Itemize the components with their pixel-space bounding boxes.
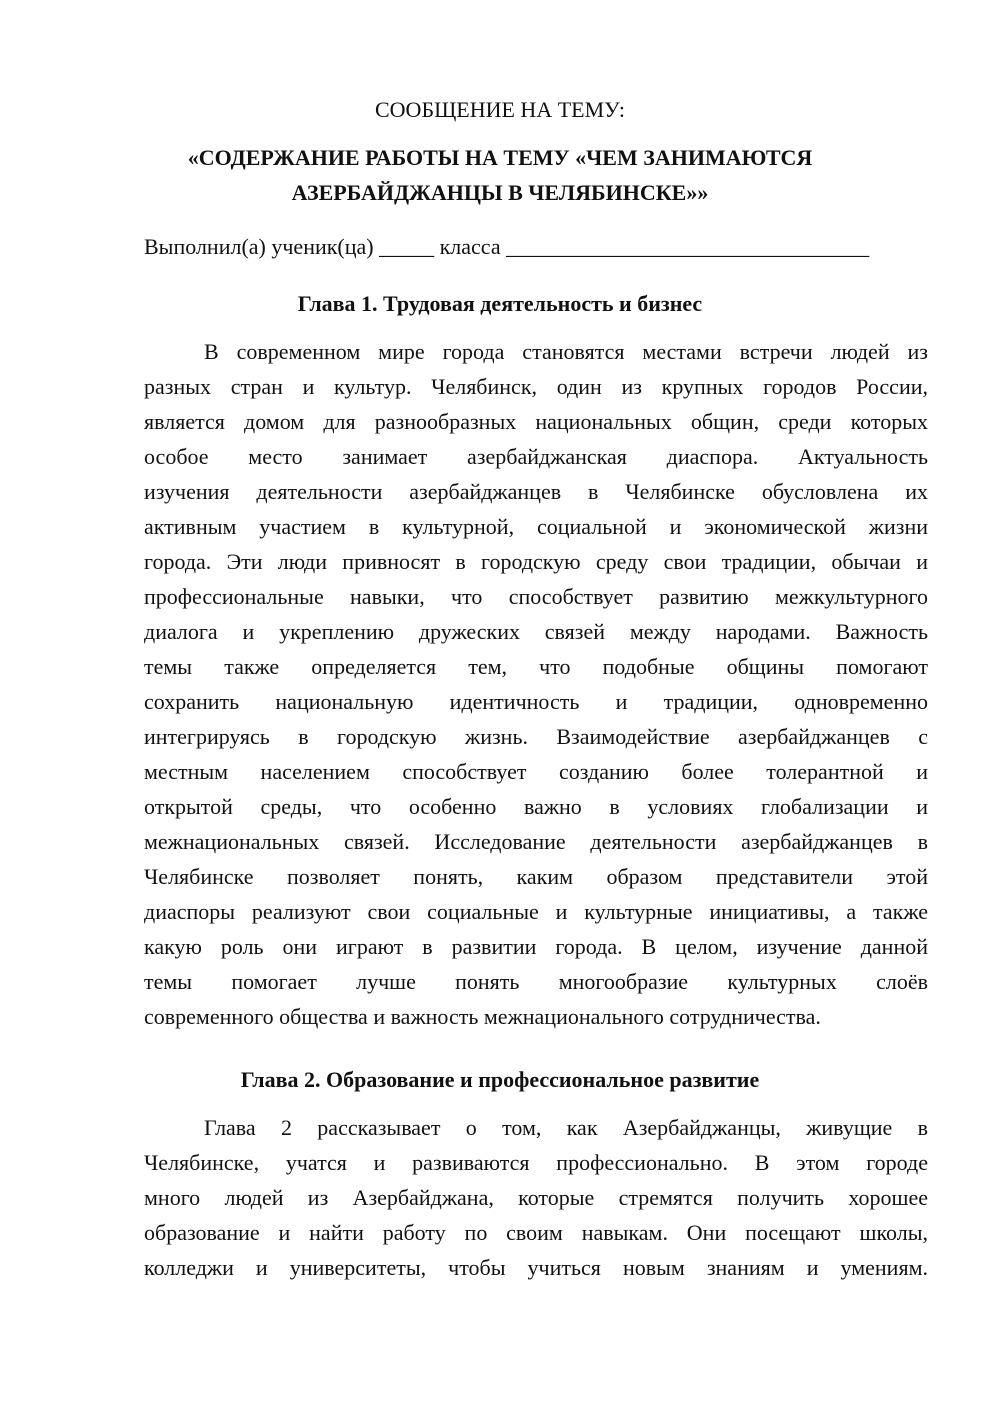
chapter-1-line: профессиональные навыки, что способствует развитию межкультурного [144, 584, 928, 609]
title-line: АЗЕРБАЙДЖАНЦЫ В ЧЕЛЯБИНСКЕ»» [291, 180, 709, 205]
chapter-1-line: межнациональных связей. Исследование деятельности азербайджанцев в [144, 829, 928, 854]
chapter-2-line: Глава 2 рассказывает о том, как Азербайджанцы, живущие в [204, 1115, 928, 1140]
header-label: СООБЩЕНИЕ НА ТЕМУ: [375, 97, 625, 122]
chapter-1-line: Челябинске позволяет понять, каким образом представители этой [144, 864, 928, 889]
chapter-1-line: местным населением способствует созданию более толерантной и [144, 759, 928, 784]
title-line: «СОДЕРЖАНИЕ РАБОТЫ НА ТЕМУ «ЧЕМ ЗАНИМАЮТСЯ [187, 145, 813, 170]
chapter-1-line: сохранить национальную идентичность и традиции, одновременно [144, 689, 928, 714]
chapter-1-line: темы также определяется тем, что подобные общины помогают [144, 654, 928, 679]
chapter-2-line: Челябинске, учатся и развиваются профессионально. В этом городе [144, 1150, 928, 1175]
chapter-1-line: интегрируясь в городскую жизнь. Взаимодействие азербайджанцев с [144, 724, 928, 749]
chapter-1-line: открытой среды, что особенно важно в условиях глобализации и [144, 794, 928, 819]
chapter-1-line: темы помогает лучше понять многообразие культурных слоёв [144, 969, 928, 994]
chapter-2-line: много людей из Азербайджана, которые стремятся получить хорошее [144, 1185, 928, 1210]
chapter-1-line: изучения деятельности азербайджанцев в Челябинске обусловлена их [144, 479, 928, 504]
chapter-1-line: В современном мире города становятся местами встречи людей из [204, 339, 928, 364]
chapter-1-line: современного общества и важность межнационального сотрудничества. [144, 1004, 821, 1029]
chapter-1-heading: Глава 1. Трудовая деятельность и бизнес [297, 291, 703, 316]
chapter-2-line: образование и найти работу по своим навыкам. Они посещают школы, [144, 1220, 928, 1245]
chapter-1-line: является домом для разнообразных национальных общин, среди которых [144, 409, 928, 434]
chapter-1-line: особое место занимает азербайджанская диаспора. Актуальность [144, 444, 928, 469]
chapter-1-line: какую роль они играют в развитии города. В целом, изучение данной [144, 934, 928, 959]
chapter-1-line: диаспоры реализуют свои социальные и культурные инициативы, а также [144, 899, 928, 924]
author-line: Выполнил(а) ученик(ца) _____ класса _________________________________ [144, 234, 870, 259]
chapter-1-line: города. Эти люди привносят в городскую среду свои традиции, обычаи и [144, 549, 928, 574]
chapter-2-line: колледжи и университеты, чтобы учиться новым знаниям и умениям. [144, 1255, 928, 1280]
chapter-1-line: диалога и укреплению дружеских связей между народами. Важность [144, 619, 928, 644]
chapter-1-line: активным участием в культурной, социальной и экономической жизни [144, 514, 928, 539]
chapter-1-line: разных стран и культур. Челябинск, один из крупных городов России, [144, 374, 928, 399]
chapter-2-heading: Глава 2. Образование и профессиональное развитие [240, 1067, 760, 1092]
